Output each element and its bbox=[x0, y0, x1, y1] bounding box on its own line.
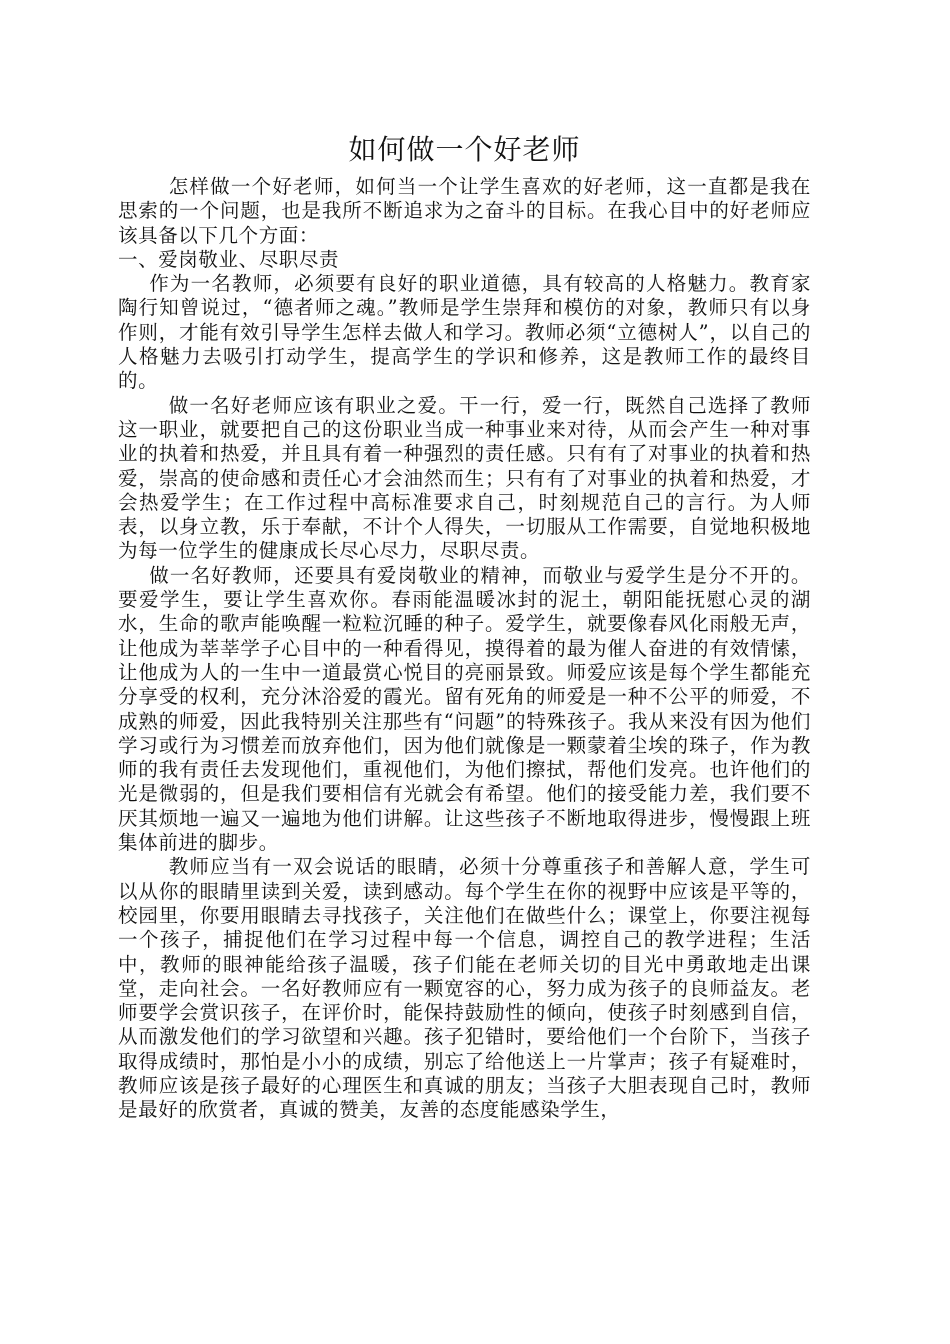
section-heading: 一、爱岗敬业、尽职尽责 bbox=[118, 247, 340, 271]
body-paragraph: 作为一名教师，必须要有良好的职业道德，具有较高的人格魅力。教育家陶行知曾说过，“德者师之魂。”教师是学生崇拜和模仿的对象，教师只有以身作则，才能有效引导学生怎样去做人和学习。教师必须“立德树人”，以自己的人格魅力去吸引打动学生，提高学生的学识和修养，这是教师工作的最终目的。 bbox=[118, 272, 811, 393]
body-paragraph: 教师应当有一双会说话的眼睛，必须十分尊重孩子和善解人意，学生可以从你的眼睛里读到关爱，读到感动。每个学生在你的视野中应该是平等的，校园里，你要用眼睛去寻找孩子，关注他们在做些什么；课堂上，你要注视每一个孩子，捕捉他们在学习过程中每一个信息，调控自己的教学进程；生活中，教师的眼神能给孩子温暖，孩子们能在老师关切的目光中勇敢地走出课堂，走向社会。一名好教师应有一颗宽容的心，努力成为孩子的良师益友。老师要学会赏识孩子，在评价时，能保持鼓励性的倾向，使孩子时刻感到自信，从而激发他们的学习欲望和兴趣。孩子犯错时，要给他们一个台阶下，当孩子取得成绩时，那怕是小小的成绩，别忘了给他送上一片掌声；孩子有疑难时，教师应该是孩子最好的心理医生和真诚的朋友；当孩子大胆表现自己时，教师是最好的欣赏者，真诚的赞美，友善的态度能感染学生， bbox=[118, 855, 811, 1122]
document-title: 如何做一个好老师 bbox=[348, 133, 581, 166]
document-body bbox=[118, 131, 811, 1123]
body-paragraph: 做一名好老师应该有职业之爱。干一行，爱一行，既然自己选择了教师这一职业，就要把自己的这份职业当成一种事业来对待，从而会产生一种对事业的执着和热爱，并且具有着一种强烈的责任感。只有有了对事业的执着和热爱，崇高的使命感和责任心才会油然而生；只有有了对事业的执着和热爱，才会热爱学生；在工作过程中高标准要求自己，时刻规范自己的言行。为人师表，以身立教，乐于奉献，不计个人得失，一切服从工作需要，自觉地积极地为每一位学生的健康成长尽心尽力，尽职尽责。 bbox=[118, 393, 811, 563]
body-paragraph: 做一名好教师，还要具有爱岗敬业的精神，而敬业与爱学生是分不开的。要爱学生，要让学生喜欢你。春雨能温暖冰封的泥土，朝阳能抚慰心灵的湖水，生命的歌声能唤醒一粒粒沉睡的种子。爱学生，就要像春风化雨般无声，让他成为莘莘学子心目中的一种看得见，摸得着的最为催人奋进的有效情愫，让他成为人的一生中一道最赏心悦目的亮丽景致。师爱应该是每个学生都能充分享受的权利，充分沐浴爱的霞光。留有死角的师爱是一种不公平的师爱，不成熟的师爱，因此我特别关注那些有“问题”的特殊孩子。我从来没有因为他们学习或行为习惯差而放弃他们，因为他们就像是一颗蒙着尘埃的珠子，作为教师的我有责任去发现他们，重视他们，为他们擦拭，帮他们发亮。也许他们的光是微弱的，但是我们要相信有光就会有希望。他们的接受能力差，我们要不厌其烦地一遍又一遍地为他们讲解。让这些孩子不断地取得进步，慢慢跟上班集体前进的脚步。 bbox=[118, 563, 811, 855]
intro-paragraph: 怎样做一个好老师，如何当一个让学生喜欢的好老师，这一直都是我在思索的一个问题，也是我所不断追求为之奋斗的目标。在我心目中的好老师应该具备以下几个方面： bbox=[118, 175, 811, 247]
